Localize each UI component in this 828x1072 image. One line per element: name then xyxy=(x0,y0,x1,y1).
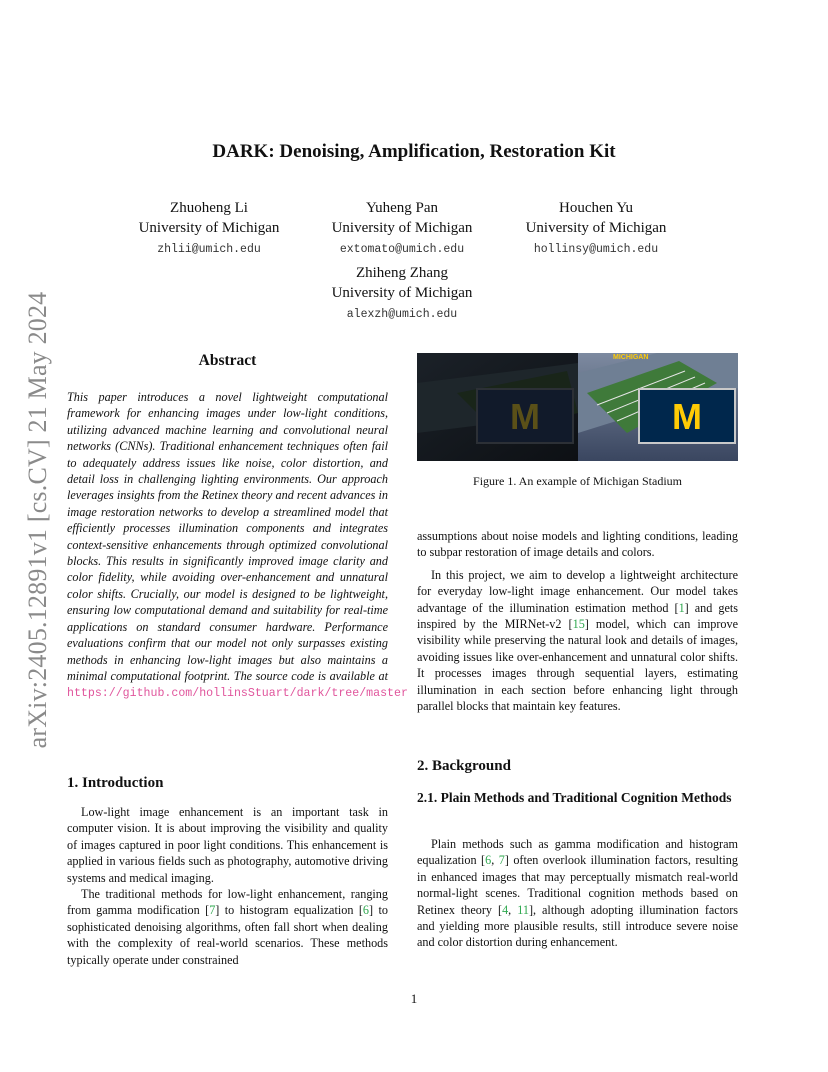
author-block xyxy=(302,198,502,260)
author-block xyxy=(496,198,696,260)
author-affiliation: University of Michigan xyxy=(331,285,473,301)
citation-link[interactable]: 7 xyxy=(498,853,505,868)
abstract-heading: Abstract xyxy=(198,352,257,369)
citation-link[interactable]: 6 xyxy=(485,853,492,868)
citation-link[interactable]: 4 xyxy=(502,902,509,917)
citation-link[interactable]: 6 xyxy=(362,903,370,918)
subsection-heading xyxy=(417,790,738,806)
author-email: hollinsy@umich.edu xyxy=(533,243,659,256)
paper-title: DARK: Denoising, Amplification, Restoration Kit xyxy=(212,141,616,162)
source-code-link[interactable]: https://github.com/hollinsStuart/dark/tree/master xyxy=(67,687,408,701)
figure-stadium-image xyxy=(417,353,738,461)
section-heading-introduction: 1. Introduction xyxy=(67,775,164,791)
paragraph: Low-light image enhancement is an important task in computer vision. It is about improving the visibility and quality of images captured in poor light conditions. This enhancement is applied in various fields such as photography, automotive driving systems and medical imaging. xyxy=(67,805,388,885)
paragraph: In this project, we aim to develop a lightweight architecture for everyday low-light image enhancement. Our model takes advantage of the illumination estimation method [1] and gets inspired by the MIRNet-v2 [15] model, which can improve visibility while preserving the natural look and details of images, avoiding issues like over-enhancement and unnatural color shifts. It processes images through sequential layers, estimating illumination in each section before enhancing light through parallel blocks that maintain key features. xyxy=(417,567,738,714)
author-name: Zhiheng Zhang xyxy=(355,265,449,281)
arxiv-identifier: arXiv:2405.12891v1 [cs.CV] 21 May 2024 xyxy=(23,291,52,749)
page-number: 1 xyxy=(410,991,418,1006)
introduction-text xyxy=(67,804,388,968)
author-affiliation: University of Michigan xyxy=(138,220,280,236)
author-name: Zhuoheng Li xyxy=(170,200,248,216)
abstract-body: This paper introduces a novel lightweight computational framework for enhancing images under low-light conditions, utilizing advanced machine learning and convolutional neural networks (CNNs). Traditional enhancement techniques often fail to adequately address issues like noise, color distortion, and detail loss in challenging lighting environments. Our approach leverages insights from the Retinex theory and recent advances in image restoration networks to develop a streamlined model that efficiently processes illumination components and integrates context-sensitive enhancements through optimized convolutional blocks. This results in significantly improved image clarity and color fidelity, while avoiding over-enhancement and unnatural color shifts. Crucially, our model is designed to be lightweight, ensuring low computational demand and suitability for real-time applications on standard consumer hardware. Performance evaluations confirm that our model not only surpasses existing methods in enhancing low-light images but also maintains a minimal computational footprint. The source code is available at xyxy=(67,390,388,683)
citation-link[interactable]: 15 xyxy=(572,617,585,632)
author-email: alexzh@umich.edu xyxy=(346,308,458,321)
banner-text: MICHIGAN xyxy=(613,354,649,361)
sign-letter-dark: M xyxy=(510,396,540,437)
sign-letter-bright: M xyxy=(672,396,702,437)
author-email: zhlii@umich.edu xyxy=(157,243,261,256)
abstract-text xyxy=(67,389,408,703)
subsection-heading-text: 2.1. Plain Methods and Traditional Cognition Methods xyxy=(417,790,732,805)
author-affiliation: University of Michigan xyxy=(331,220,473,236)
paragraph: Plain methods such as gamma modification and histogram equalization [6, 7] often overlook illumination factors, resulting in enhanced images that may perceptually mismatch real-world normal-light scenes. Traditional cognition methods based on Retinex theory [4, 11], although adopting illumination factors and yielding more plausible results, still introduce severe noise and color distortion during enhancement. xyxy=(417,837,738,950)
citation-link[interactable]: 7 xyxy=(209,903,216,918)
citation-link[interactable]: 1 xyxy=(678,600,685,615)
figure-caption: Figure 1. An example of Michigan Stadium xyxy=(473,474,682,488)
author-name: Houchen Yu xyxy=(558,200,633,216)
section-heading-background: 2. Background xyxy=(417,758,511,774)
author-block xyxy=(109,198,309,260)
stadium-photo xyxy=(417,353,738,461)
paragraph: assumptions about noise models and lighting conditions, leading to subpar restoration of image details and colors. xyxy=(417,529,738,560)
author-email: extomato@umich.edu xyxy=(339,243,465,256)
background-text xyxy=(417,836,738,951)
right-column-text xyxy=(417,528,738,714)
author-name: Yuheng Pan xyxy=(365,200,439,216)
author-affiliation: University of Michigan xyxy=(525,220,667,236)
citation-link[interactable]: 11 xyxy=(517,902,529,917)
paragraph: The traditional methods for low-light enhancement, ranging from gamma modification [7] to histogram equalization [6] to sophisticated denoising algorithms, often fall short when dealing with the complexity of real-world scenarios. These methods typically operate under constrained xyxy=(67,887,388,967)
author-block xyxy=(302,263,502,325)
